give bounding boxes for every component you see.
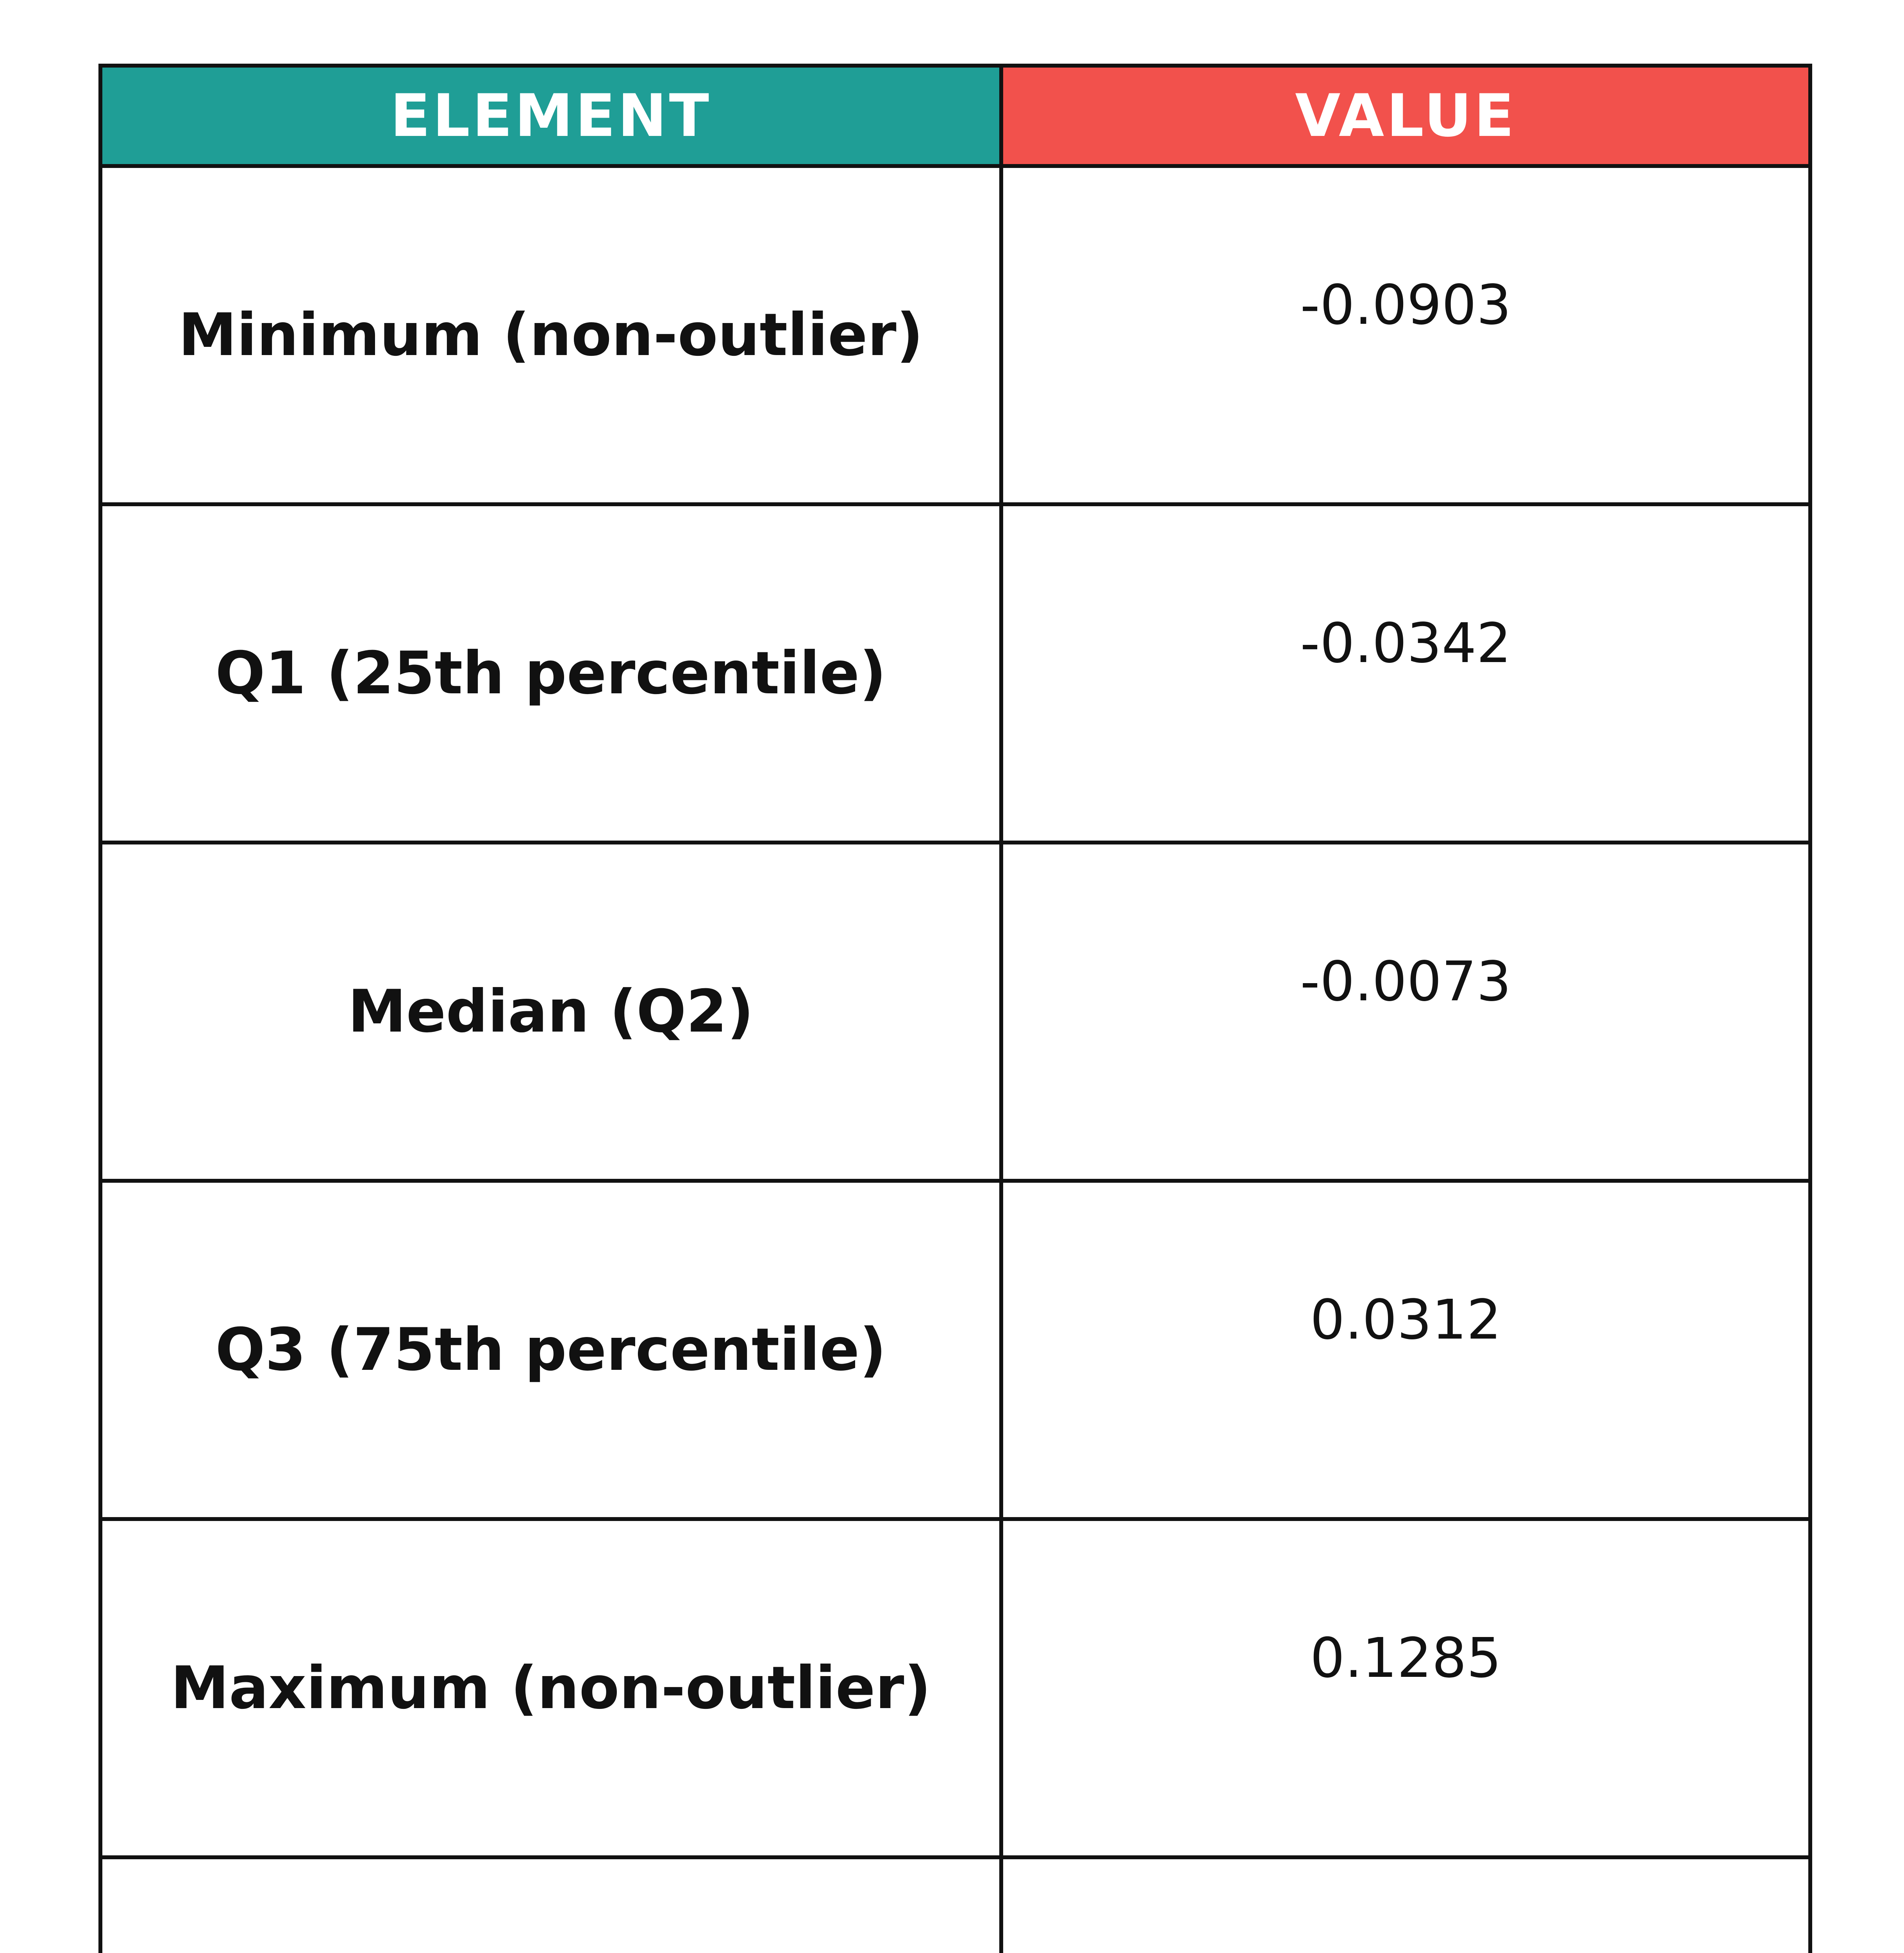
statistics-table	[98, 64, 1812, 1953]
element-cell: Minimum (non-outlier)	[100, 166, 1001, 504]
element-cell: Q1 (25th percentile)	[100, 504, 1001, 843]
table-row	[100, 1181, 1810, 1519]
table-row	[100, 1857, 1810, 1953]
table-row	[100, 843, 1810, 1181]
value-cell	[1001, 1857, 1810, 1953]
header-value: VALUE	[1001, 66, 1810, 166]
header-element: ELEMENT	[100, 66, 1001, 166]
table-row	[100, 166, 1810, 504]
value-cell: 0.1285	[1001, 1519, 1810, 1857]
value-cell: -0.0342	[1001, 504, 1810, 843]
element-cell: Median (Q2)	[100, 843, 1001, 1181]
value-cell: -0.0073	[1001, 843, 1810, 1181]
table-row	[100, 504, 1810, 843]
element-cell	[100, 1857, 1001, 1953]
table-header-row	[100, 66, 1810, 166]
element-cell: Q3 (75th percentile)	[100, 1181, 1001, 1519]
value-cell: -0.0903	[1001, 166, 1810, 504]
element-cell: Maximum (non-outlier)	[100, 1519, 1001, 1857]
value-cell: 0.0312	[1001, 1181, 1810, 1519]
table-row	[100, 1519, 1810, 1857]
